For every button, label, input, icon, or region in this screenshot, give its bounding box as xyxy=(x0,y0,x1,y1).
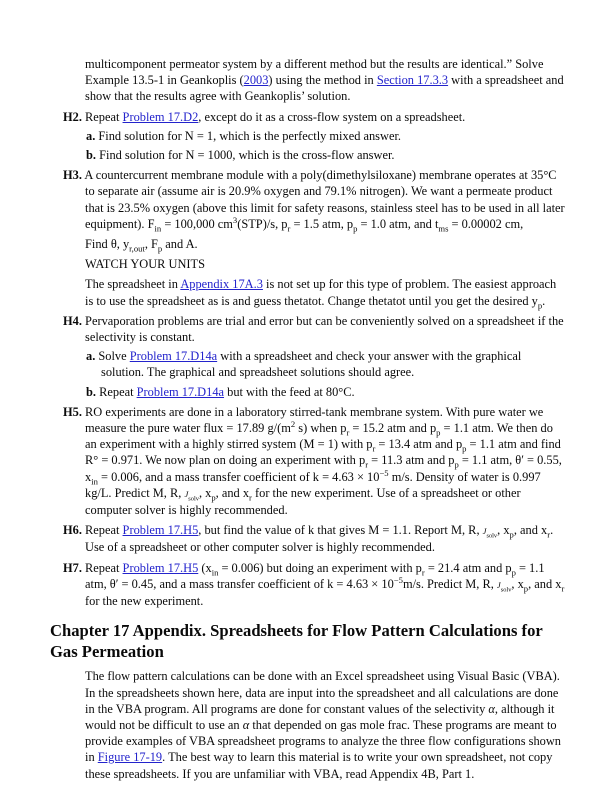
text-run: = 0.006, and a mass transfer coefficient of k = 4.63 × 10 xyxy=(97,469,380,484)
text-run: = 1.1 atm and find R° = 0.971. We now plan on doing an experiment with p xyxy=(85,437,561,468)
text-run: Find solution for N = 1, which is the perfectly mixed answer. xyxy=(98,128,401,143)
text-run: Repeat xyxy=(85,109,123,124)
sup-text: 3 xyxy=(232,214,238,225)
problem-h6-label: H6. xyxy=(63,523,82,538)
ji-text: J xyxy=(482,526,487,537)
text-run: , x xyxy=(511,576,524,591)
text-run: A countercurrent membrane module with a poly(dimethylsiloxane) membrane operates at 35°C to separate air (assume air is 20.9% oxygen and 79.1% nitrogen). We want a permeate product that is 23.5% oxygen (above this limit for safety reasons, stainless steel has to be used in all later equipment). F xyxy=(84,168,565,231)
text-run: , and x xyxy=(513,523,548,538)
problem-h3-label: H3. xyxy=(63,168,82,183)
document-content xyxy=(50,56,566,782)
text-run: that depended on gas mole frac. These programs are meant to provide examples of VBA spreadsheet programs to analyze the three flow configurations shown in xyxy=(85,717,561,765)
problem-h2-item-a xyxy=(50,128,566,144)
link-section-17-3-3[interactable]: Section 17.3.3 xyxy=(376,73,449,88)
text-run: = 100,000 cm xyxy=(161,216,233,231)
problem-h3 xyxy=(50,167,566,232)
text-run: Repeat xyxy=(85,523,123,538)
sub-text: r,out xyxy=(129,243,145,254)
problem-h4-item-a xyxy=(50,348,566,380)
sub-text: r xyxy=(365,459,369,470)
text-run: = 15.2 atm and p xyxy=(349,421,437,436)
sup-text: −5 xyxy=(379,467,389,478)
text-run: The spreadsheet in xyxy=(85,277,181,292)
sub-text: r xyxy=(372,443,376,454)
link-appendix-17a3[interactable]: Appendix 17A.3 xyxy=(180,277,263,292)
text-run: = 0.00002 cm, xyxy=(448,216,524,231)
text-run: = 1.5 atm, p xyxy=(290,216,354,231)
ji-text: J xyxy=(184,488,189,499)
problem-h4-item-b-label: b. xyxy=(86,384,96,399)
text-run: with a spreadsheet and show that the results agree with Geankoplis’ solution. xyxy=(85,73,564,104)
intro-paragraph xyxy=(85,56,566,105)
problem-h2-label: H2. xyxy=(63,109,82,124)
jsub-text: solv xyxy=(486,532,498,540)
link-problem-17h5[interactable]: Problem 17.H5 xyxy=(122,560,199,575)
text-run: (STP)/s, p xyxy=(237,216,288,231)
problem-h2-item-a-label: a. xyxy=(86,128,96,143)
text-run: , but find the value of k that gives M = 1.1. Report M, R, xyxy=(198,523,483,538)
text-run: but with the feed at 80°C. xyxy=(224,384,355,399)
text-run: . xyxy=(542,293,546,308)
sub-text: p xyxy=(462,443,467,454)
text-run: m/s. Predict M, R, xyxy=(402,576,497,591)
sub-text: p xyxy=(436,427,441,438)
text-run: , although it would not be difficult to use an xyxy=(85,701,555,732)
text-run: Solve xyxy=(98,349,130,364)
sub-text: p xyxy=(353,223,358,234)
text-run: Find solution for N = 1000, which is the cross-flow answer. xyxy=(99,148,395,163)
problem-h4-label: H4. xyxy=(63,313,82,328)
text-run: = 1.1 atm, θ′ = 0.55, x xyxy=(85,453,562,484)
jsub-text: solv xyxy=(500,586,512,594)
sub-text: p xyxy=(454,459,459,470)
problem-h2 xyxy=(50,109,566,125)
text-run: m/s. Density of water is 0.997 kg/L. Predict M, R, xyxy=(85,469,541,500)
text-run: Find θ, y xyxy=(85,237,130,252)
text-run: . Use of a spreadsheet or other computer solver is highly recommended. xyxy=(85,523,554,555)
sub-text: r xyxy=(249,492,252,503)
text-run: s) when p xyxy=(295,421,347,436)
problem-h3-note xyxy=(85,276,566,311)
link-geankoplis-2003[interactable]: 2003 xyxy=(243,73,269,88)
problem-h2-item-b xyxy=(50,147,566,163)
sub-text: p xyxy=(537,300,543,311)
problem-h3-find-line xyxy=(85,236,566,252)
problem-h7 xyxy=(50,560,566,610)
text-run: = 21.4 atm and p xyxy=(424,560,512,575)
text-run: (x xyxy=(198,560,212,575)
text-run: = 13.4 atm and p xyxy=(375,437,463,452)
text-run: = 1.0 atm, and t xyxy=(357,216,439,231)
sup-text: −5 xyxy=(393,574,403,585)
text-run: , x xyxy=(198,485,212,500)
i-text: α xyxy=(488,701,495,716)
problem-h7-label: H7. xyxy=(63,560,82,575)
text-run: and A. xyxy=(162,237,198,252)
i-text: α xyxy=(242,717,250,732)
jsub-text: solv xyxy=(188,495,199,503)
text-run: Repeat xyxy=(85,560,123,575)
text-run: Repeat xyxy=(99,384,137,399)
link-problem-17d14a[interactable]: Problem 17.D14a xyxy=(136,384,225,399)
text-run: RO experiments are done in a laboratory stirred-tank membrane system. With pure water we measure the pure water flux = 17.89 g/(m xyxy=(85,404,544,436)
sub-text: r xyxy=(547,529,551,540)
text-run: for the new experiment. xyxy=(85,594,204,609)
problem-h5-label: H5. xyxy=(63,404,82,419)
sub-text: r xyxy=(421,567,425,578)
text-run: = 0.006) but doing an experiment with p xyxy=(218,560,422,575)
problem-h3-units-warning xyxy=(85,256,566,272)
sup-text: 2 xyxy=(290,418,296,429)
text-run: , x xyxy=(497,523,510,538)
sub-text: in xyxy=(91,476,98,487)
sub-text: r xyxy=(561,583,565,594)
sub-text: in xyxy=(211,567,219,578)
appendix-paragraph xyxy=(85,668,566,781)
text-run: , and x xyxy=(215,485,250,500)
sub-text: in xyxy=(154,223,162,234)
chapter-appendix-heading xyxy=(50,620,566,662)
problem-h4 xyxy=(50,313,566,345)
link-problem-17h5[interactable]: Problem 17.H5 xyxy=(122,523,199,538)
text-run: Chapter 17 Appendix. Spreadsheets for Flow Pattern Calculations for Gas Permeation xyxy=(50,621,543,662)
text-run: multicomponent permeator system by a different method but the results are identical.” Solve Example 13.5-1 in Geankoplis ( xyxy=(85,57,544,88)
ji-text: J xyxy=(496,579,501,590)
sub-text: p xyxy=(509,529,514,540)
text-run: = 1.1 atm. We then do an experiment with a highly stirred system (M = 1) with p xyxy=(85,421,553,452)
text-run: . The best way to learn this material is to write your own spreadsheet, not copy these spreadsheets. If you are unfamiliar with VBA, read Appendix 4B, Part 1. xyxy=(85,750,553,781)
sub-text: r xyxy=(346,427,350,438)
text-run: = 1.1 atm, θ′ = 0.45, and a mass transfer coefficient of k = 4.63 × 10 xyxy=(85,560,545,591)
problem-h4-item-a-label: a. xyxy=(86,349,96,364)
link-problem-17d14a[interactable]: Problem 17.D14a xyxy=(129,349,218,364)
sub-text: r xyxy=(287,223,291,234)
text-run: for the new experiment. Use of a spreadsheet or other computer solver is highly recommended. xyxy=(85,485,521,518)
problem-h4-item-b xyxy=(50,384,566,400)
text-run: , except do it as a cross-flow system on a spreadsheet. xyxy=(198,109,466,124)
sub-text: ms xyxy=(438,223,449,234)
text-run: with a spreadsheet and check your answer with the graphical solution. The graphical and spreadsheet solutions should agree. xyxy=(101,349,522,380)
sub-text: p xyxy=(157,243,163,254)
sub-text: p xyxy=(211,492,216,503)
sub-text: p xyxy=(511,567,516,578)
text-run: , F xyxy=(144,237,158,252)
problem-h6 xyxy=(50,522,566,555)
text-run: ) using the method in xyxy=(268,73,377,88)
text-run: is not set up for this type of problem. The easiest approach is to use the spreadsheet as is and guess thetatot. Change thetatot until you get the desired y xyxy=(85,277,557,308)
text-run: WATCH YOUR UNITS xyxy=(85,257,206,272)
text-run: , and x xyxy=(528,576,562,591)
sub-text: p xyxy=(523,583,529,594)
text-run: The flow pattern calculations can be done with an Excel spreadsheet using Visual Basic (VBA). In the spreadsheets shown here, data are input into the spreadsheet and all calculations are done in the VBA program. All programs are done for constant values of the selectivity xyxy=(85,669,560,716)
text-run: = 11.3 atm and p xyxy=(368,453,455,468)
problem-h5 xyxy=(50,404,566,518)
link-figure-17-19[interactable]: Figure 17-19 xyxy=(97,750,163,765)
problem-h2-item-b-label: b. xyxy=(86,148,96,163)
text-run: Pervaporation problems are trial and error but can be conveniently solved on a spreadsheet if the selectivity is constant. xyxy=(85,313,564,345)
link-problem-17d2[interactable]: Problem 17.D2 xyxy=(122,109,199,124)
